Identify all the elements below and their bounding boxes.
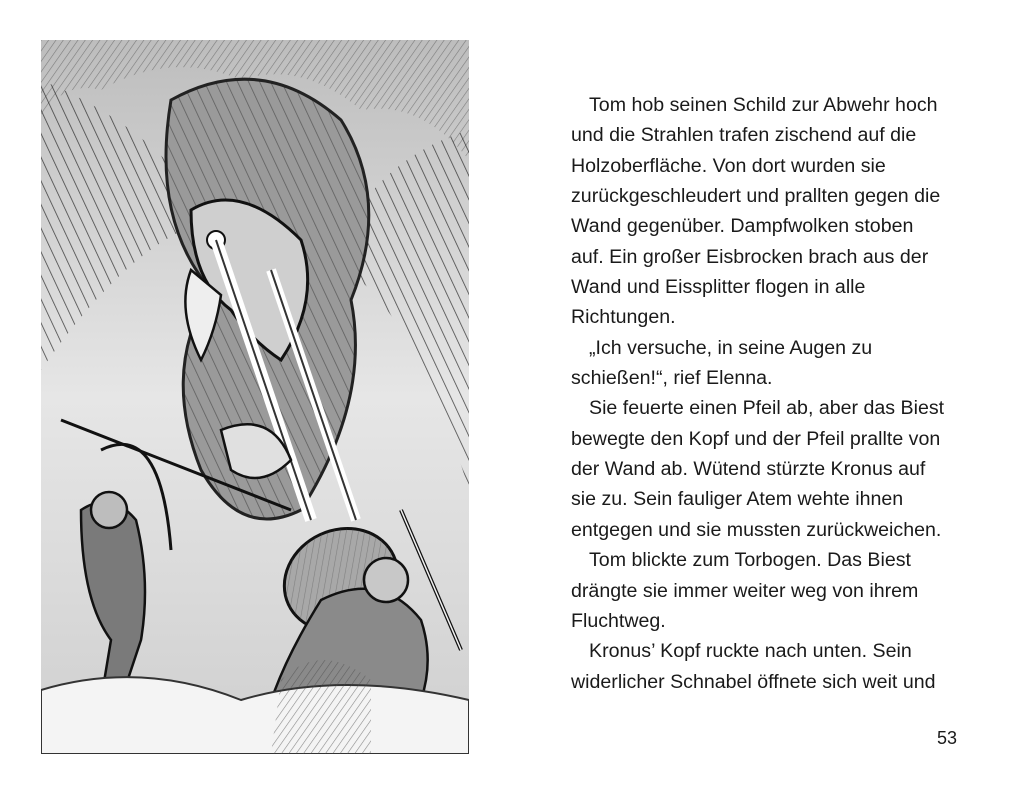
text-line: drängte sie immer weiter weg von ihrem — [571, 579, 919, 602]
text-line: der Wand ab. Wütend stürzte Kronus auf — [571, 458, 926, 481]
text-line: Wand und Eissplitter flogen in alle — [571, 276, 866, 299]
text-line: widerlicher Schnabel öffnete sich weit und — [571, 670, 936, 693]
illustration — [41, 40, 469, 754]
text-line: auf. Ein großer Eisbrocken brach aus der — [571, 245, 929, 268]
text-line: Tom blickte zum Torbogen. Das Biest — [589, 549, 911, 572]
text-line: entgegen und sie mussten zurückweichen. — [571, 518, 942, 541]
text-line: Kronus’ Kopf ruckte nach unten. Sein — [589, 640, 912, 663]
text-line: Tom hob seinen Schild zur Abwehr hoch — [589, 94, 938, 116]
text-line: schießen!“, rief Elenna. — [571, 367, 773, 390]
kronus-battle-drawing — [41, 40, 469, 754]
text-line: „Ich versuche, in seine Augen zu — [589, 336, 873, 359]
text-line: sie zu. Sein fauliger Atem wehte ihnen — [571, 488, 904, 511]
text-line: und die Strahlen trafen zischend auf die — [571, 124, 917, 147]
text-line: Wand gegenüber. Dampfwolken stoben — [571, 215, 914, 238]
text-line: bewegte den Kopf und der Pfeil prallte von — [571, 427, 941, 450]
page-number: 53 — [937, 728, 958, 748]
text-line: Fluchtweg. — [571, 609, 666, 632]
text-line: Richtungen. — [571, 306, 676, 329]
text-line: zurückgeschleudert und prallten gegen die — [571, 185, 941, 208]
story-text — [571, 90, 961, 697]
text-line: Sie feuerte einen Pfeil ab, aber das Biest — [589, 397, 945, 420]
text-line: Holzoberfläche. Von dort wurden sie — [571, 154, 886, 177]
